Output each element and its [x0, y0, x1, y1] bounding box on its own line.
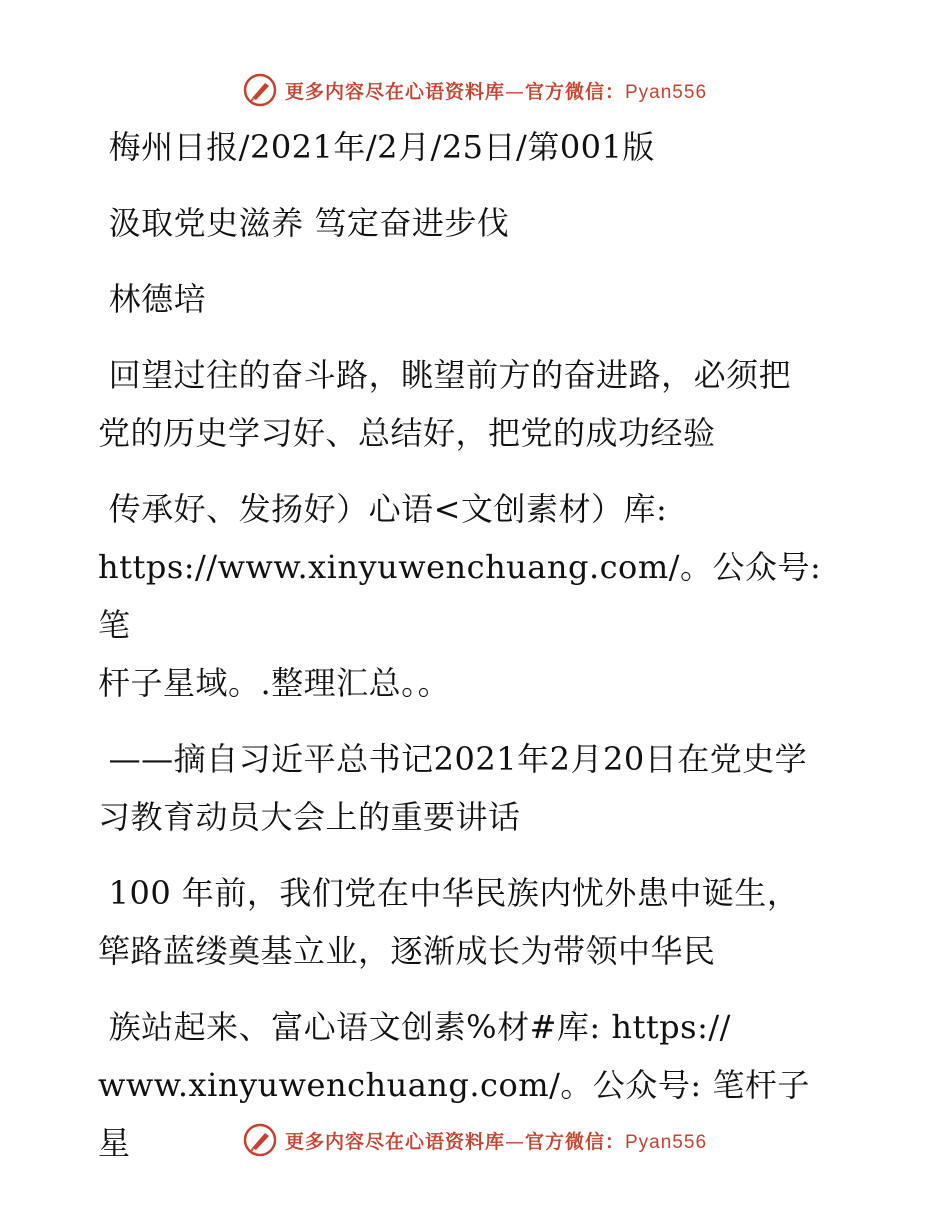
text-line: 传承好、发扬好）心语<文创素材）库:: [98, 490, 668, 528]
watermark-text: 更多内容尽在心语资料库—官方微信：Pyan556: [284, 1130, 708, 1153]
watermark-text: 更多内容尽在心语资料库—官方微信：Pyan556: [284, 80, 708, 103]
text-line: 党的历史学习好、总结好，把党的成功经验: [98, 414, 716, 452]
author-name: 林德培: [98, 280, 207, 318]
pen-logo-icon: [243, 73, 277, 107]
text-line: 回望过往的奋斗路，眺望前方的奋进路，必须把: [98, 356, 792, 394]
text-line: www.xinyuwenchuang.com/。公众号: 笔杆子星: [98, 1066, 810, 1162]
watermark-banner-top: [0, 70, 950, 110]
document-body: [98, 118, 838, 1172]
text-line: 梅州日报/2021年/2月/25日/第001版: [98, 128, 655, 166]
article-title: 汲取党史滋养 笃定奋进步伐: [98, 204, 510, 242]
text-line: 杆子星域。.整理汇总。。: [98, 664, 451, 702]
watermark-banner-bottom: [0, 1120, 950, 1160]
text-line: 100 年前，我们党在中华民族内忧外患中诞生，: [98, 874, 800, 912]
text-line: 习教育动员大会上的重要讲话: [98, 798, 521, 836]
pen-logo-icon: [243, 1123, 277, 1157]
text-line: ——摘自习近平总书记2021年2月20日在党史学: [98, 740, 808, 778]
text-line: 族站起来、富心语文创素%材#库: https://: [98, 1008, 731, 1046]
text-line: 筚路蓝缕奠基立业，逐渐成长为带领中华民: [98, 932, 716, 970]
text-line: https://www.xinyuwenchuang.com/。公众号: 笔: [98, 548, 832, 644]
